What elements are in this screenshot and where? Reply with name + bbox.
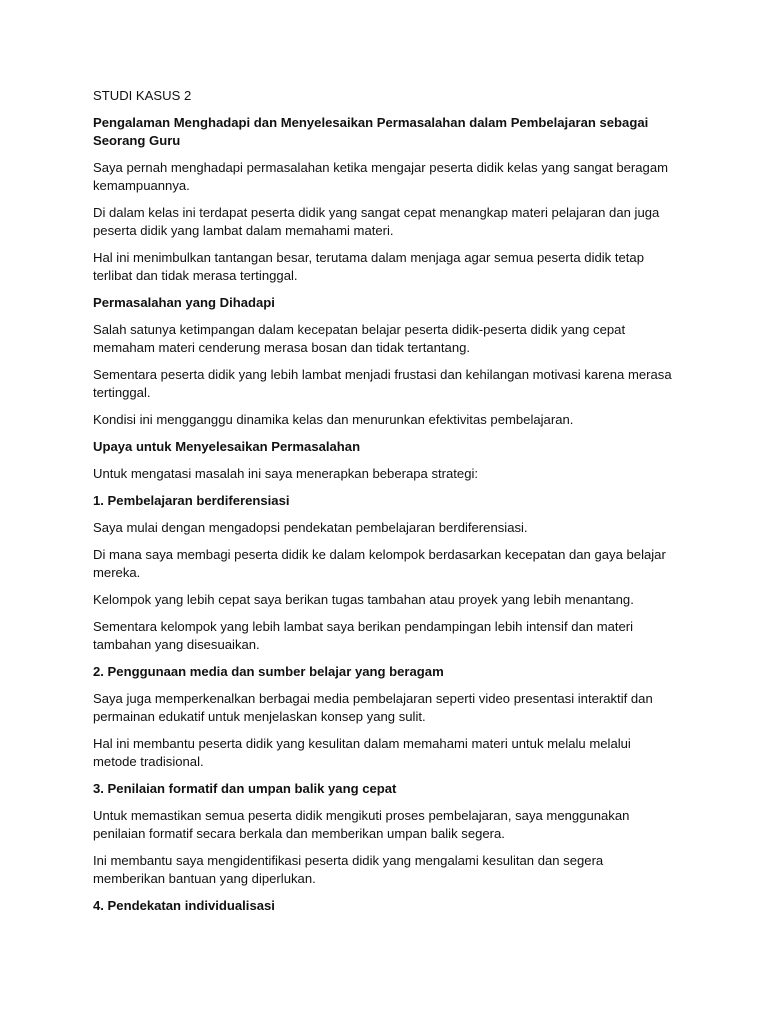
- problem-paragraph-3: Kondisi ini mengganggu dinamika kelas dan menurunkan efektivitas pembelajaran.: [93, 412, 574, 427]
- problem-heading: Permasalahan yang Dihadapi: [93, 295, 275, 310]
- strategy-3-heading: 3. Penilaian formatif dan umpan balik yang cepat: [93, 781, 397, 796]
- intro-paragraph-1: Saya pernah menghadapi permasalahan ketika mengajar peserta didik kelas yang sangat beragam kemampuannya.: [93, 160, 669, 193]
- case-title: STUDI KASUS 2: [93, 88, 192, 103]
- effort-intro: Untuk mengatasi masalah ini saya menerapkan beberapa strategi:: [93, 466, 479, 481]
- intro-paragraph-2: Di dalam kelas ini terdapat peserta didik yang sangat cepat menangkap materi pelajaran dan juga peserta didik yang lambat dalam memahami materi.: [93, 205, 660, 238]
- intro-paragraph-3: Hal ini menimbulkan tantangan besar, terutama dalam menjaga agar semua peserta didik tetap terlibat dan tidak merasa tertinggal.: [93, 250, 644, 283]
- strategy-3-paragraph-1: Untuk memastikan semua peserta didik mengikuti proses pembelajaran, saya menggunakan penilaian formatif secara berkala dan memberikan umpan balik segera.: [93, 808, 630, 841]
- effort-heading: Upaya untuk Menyelesaikan Permasalahan: [93, 439, 361, 454]
- strategy-2-heading: 2. Penggunaan media dan sumber belajar yang beragam: [93, 664, 444, 679]
- problem-paragraph-1: Salah satunya ketimpangan dalam kecepatan belajar peserta didik-peserta didik yang cepat memaham materi cenderung merasa bosan dan tidak tertantang.: [93, 322, 626, 355]
- strategy-1-paragraph-3: Kelompok yang lebih cepat saya berikan tugas tambahan atau proyek yang lebih menantang.: [93, 592, 634, 607]
- strategy-2-paragraph-2: Hal ini membantu peserta didik yang kesulitan dalam memahami materi untuk melalu melalui metode tradisional.: [93, 736, 631, 769]
- main-heading: Pengalaman Menghadapi dan Menyelesaikan Permasalahan dalam Pembelajaran sebagai Seorang Guru: [93, 115, 649, 148]
- strategy-4-heading: 4. Pendekatan individualisasi: [93, 898, 275, 913]
- problem-paragraph-2: Sementara peserta didik yang lebih lambat menjadi frustasi dan kehilangan motivasi karena merasa tertinggal.: [93, 367, 672, 400]
- strategy-1-heading: 1. Pembelajaran berdiferensiasi: [93, 493, 290, 508]
- strategy-1-paragraph-4: Sementara kelompok yang lebih lambat saya berikan pendampingan lebih intensif dan materi tambahan yang disesuaikan.: [93, 619, 634, 652]
- strategy-1-paragraph-1: Saya mulai dengan mengadopsi pendekatan pembelajaran berdiferensiasi.: [93, 520, 528, 535]
- strategy-1-paragraph-2: Di mana saya membagi peserta didik ke dalam kelompok berdasarkan kecepatan dan gaya belajar mereka.: [93, 547, 666, 580]
- strategy-3-paragraph-2: Ini membantu saya mengidentifikasi peserta didik yang mengalami kesulitan dan segera memberikan bantuan yang diperlukan.: [93, 853, 604, 886]
- strategy-2-paragraph-1: Saya juga memperkenalkan berbagai media pembelajaran seperti video presentasi interaktif dan permainan edukatif untuk menjelaskan konsep yang sulit.: [93, 691, 653, 724]
